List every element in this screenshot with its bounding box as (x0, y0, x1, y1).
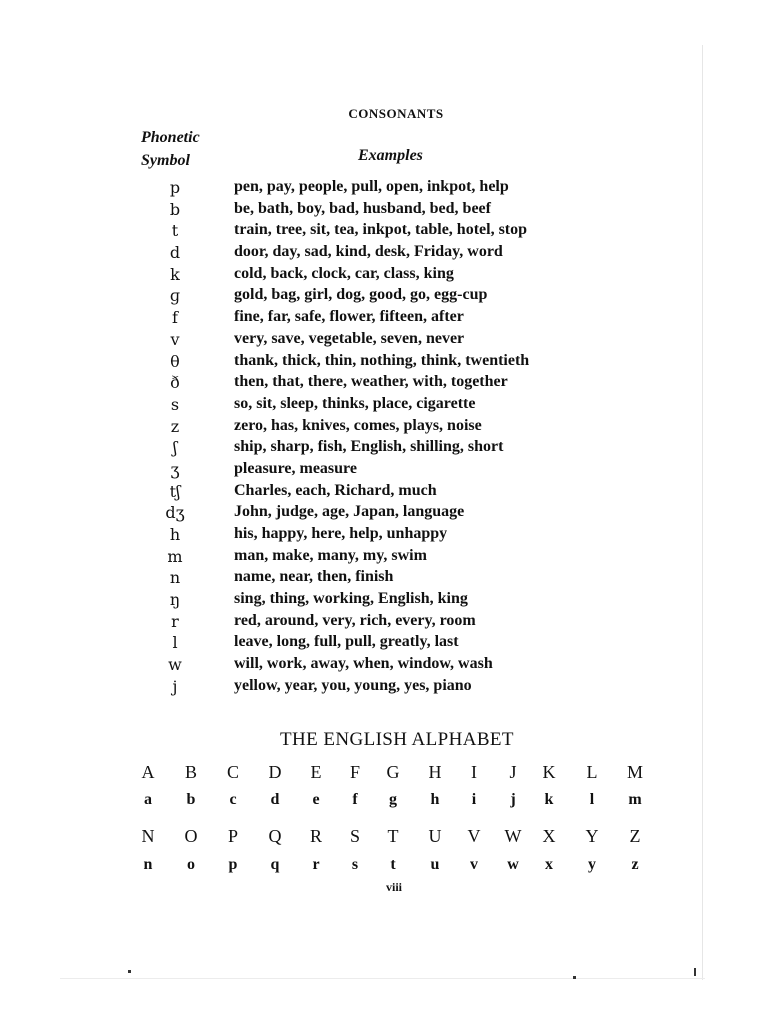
alphabet-letter: W (504, 826, 522, 846)
consonant-row (0, 677, 768, 699)
phonetic-symbol: f (172, 308, 178, 328)
example-words: name, near, then, finish (234, 568, 394, 586)
consonant-row (0, 438, 768, 460)
alphabet-letter: B (184, 762, 197, 782)
phonetic-symbol: p (169, 178, 181, 197)
example-words: John, judge, age, Japan, language (234, 503, 465, 521)
consonant-row (0, 633, 768, 655)
phonetic-symbol: j (172, 676, 178, 696)
alphabet-letter: z (631, 856, 639, 873)
phonetic-symbol: v (170, 329, 180, 349)
scan-speck (694, 968, 696, 976)
example-words: so, sit, sleep, thinks, place, cigarette (234, 394, 476, 412)
alphabet-lowercase-row-2 (0, 856, 768, 880)
consonant-row (0, 200, 768, 222)
alphabet-letter: y (588, 856, 596, 873)
alphabet-letter: e (312, 791, 320, 808)
alphabet-letter: q (270, 856, 280, 873)
alphabet-lowercase-row-1 (0, 791, 768, 815)
alphabet-letter: d (270, 791, 280, 808)
alphabet-letter: w (507, 856, 519, 873)
example-words: gold, bag, girl, dog, good, go, egg-cup (234, 286, 488, 304)
page-number: viii (385, 880, 402, 894)
consonant-row (0, 308, 768, 330)
example-words: man, make, many, my, swim (234, 546, 427, 564)
example-words: fine, far, safe, flower, fifteen, after (234, 308, 464, 326)
example-words: ship, sharp, fish, English, shilling, short (234, 438, 504, 456)
phonetic-symbol: n (169, 568, 181, 588)
alphabet-letter: u (430, 856, 440, 873)
phonetic-symbol: ʃ (172, 438, 178, 458)
alphabet-letter: H (428, 762, 442, 782)
alphabet-letter: c (229, 791, 237, 808)
example-words: zero, has, knives, comes, plays, noise (234, 416, 482, 434)
alphabet-letter: J (509, 762, 517, 782)
consonant-row (0, 395, 768, 417)
example-words: door, day, sad, kind, desk, Friday, word (234, 243, 503, 261)
symbol-column-header (141, 126, 200, 172)
alphabet-letter: Y (585, 826, 599, 846)
phonetic-symbol: k (170, 264, 180, 284)
alphabet-letter: f (352, 791, 358, 808)
scan-speck (573, 976, 576, 979)
alphabet-letter: T (387, 826, 399, 846)
symbol-header-line-1: Phonetic (141, 129, 200, 146)
alphabet-letter: M (626, 762, 643, 782)
consonant-row (0, 590, 768, 612)
consonant-row (0, 612, 768, 634)
phonetic-symbol: h (169, 525, 181, 544)
consonant-row (0, 221, 768, 243)
consonant-row (0, 265, 768, 287)
phonetic-symbol: r (171, 611, 179, 631)
phonetic-symbol: z (170, 416, 180, 436)
consonant-row (0, 547, 768, 569)
alphabet-letter: k (544, 791, 554, 808)
consonant-row (0, 525, 768, 547)
symbol-header-line-2: Symbol (141, 152, 190, 169)
consonants-heading: CONSONANTS (348, 106, 444, 121)
alphabet-title: THE ENGLISH ALPHABET (280, 729, 514, 750)
alphabet-letter: N (141, 826, 155, 846)
phonetic-symbol: dʒ (165, 503, 185, 523)
alphabet-letter: v (470, 856, 478, 873)
phonetic-symbol: ʒ (170, 459, 180, 479)
page-edge-bottom (60, 978, 705, 979)
alphabet-letter: s (351, 856, 359, 873)
example-words: thank, thick, thin, nothing, think, twentieth (234, 351, 530, 369)
alphabet-letter: Z (629, 826, 641, 846)
consonant-table (0, 178, 768, 699)
example-words: pleasure, measure (234, 459, 357, 477)
phonetic-symbol: θ (170, 351, 180, 371)
example-words: red, around, very, rich, every, room (234, 611, 476, 629)
consonant-row (0, 655, 768, 677)
example-words: Charles, each, Richard, much (234, 481, 437, 499)
alphabet-letter: p (228, 856, 238, 873)
alphabet-letter: D (268, 762, 282, 782)
examples-column-header: Examples (358, 147, 423, 164)
phonetic-symbol: b (169, 199, 181, 219)
alphabet-letter: g (389, 791, 397, 808)
phonetic-symbol: ŋ (169, 590, 181, 610)
phonetic-symbol: w (168, 655, 182, 675)
consonant-row (0, 178, 768, 200)
example-words: be, bath, boy, bad, husband, bed, beef (234, 199, 491, 217)
consonant-row (0, 243, 768, 265)
consonant-row (0, 568, 768, 590)
alphabet-letter: b (186, 791, 196, 808)
alphabet-letter: S (349, 826, 360, 846)
consonant-row (0, 417, 768, 439)
consonant-row (0, 460, 768, 482)
alphabet-letter: O (184, 826, 198, 846)
alphabet-letter: t (390, 856, 396, 873)
alphabet-letter: l (589, 791, 595, 808)
phonetic-symbol: m (167, 546, 183, 566)
alphabet-letter: x (545, 856, 553, 873)
alphabet-uppercase-row-2 (0, 826, 768, 850)
consonant-row (0, 482, 768, 504)
alphabet-letter: Q (268, 826, 282, 846)
example-words: yellow, year, you, young, yes, piano (234, 676, 472, 694)
alphabet-letter: A (141, 762, 155, 782)
alphabet-letter: m (628, 791, 642, 808)
alphabet-letter: P (227, 826, 238, 846)
example-words: cold, back, clock, car, class, king (234, 264, 454, 282)
consonant-row (0, 503, 768, 525)
phonetic-symbol: tʃ (169, 481, 181, 501)
alphabet-letter: j (510, 791, 516, 808)
alphabet-letter: E (310, 762, 322, 782)
example-words: leave, long, full, pull, greatly, last (234, 633, 459, 651)
phonetic-symbol: l (172, 633, 178, 653)
example-words: will, work, away, when, window, wash (234, 655, 493, 673)
alphabet-letter: I (471, 762, 477, 782)
alphabet-letter: a (144, 791, 152, 808)
alphabet-letter: R (309, 826, 322, 846)
example-words: pen, pay, people, pull, open, inkpot, help (234, 178, 509, 195)
alphabet-letter: n (143, 856, 153, 873)
consonant-row (0, 286, 768, 308)
alphabet-letter: C (226, 762, 239, 782)
phonetic-symbol: ɡ (169, 286, 181, 306)
alphabet-letter: F (349, 762, 360, 782)
phonetic-symbol: s (170, 394, 180, 414)
alphabet-letter: o (187, 856, 195, 873)
example-words: very, save, vegetable, seven, never (234, 329, 465, 347)
alphabet-letter: G (386, 762, 400, 782)
alphabet-letter: r (312, 856, 320, 873)
alphabet-letter: i (471, 791, 477, 808)
phonetic-symbol: t (171, 221, 179, 241)
phonetic-symbol: d (169, 243, 181, 263)
alphabet-uppercase-row-1 (0, 762, 768, 786)
alphabet-letter: V (467, 826, 481, 846)
consonant-row (0, 330, 768, 352)
scan-speck (128, 970, 131, 973)
phonetic-symbol: ð (170, 373, 180, 393)
alphabet-letter: K (542, 762, 556, 782)
alphabet-letter: U (428, 826, 442, 846)
example-words: his, happy, here, help, unhappy (234, 525, 448, 542)
alphabet-letter: h (430, 791, 440, 808)
example-words: sing, thing, working, English, king (234, 590, 468, 608)
consonant-row (0, 373, 768, 395)
example-words: then, that, there, weather, with, together (234, 373, 508, 391)
alphabet-letter: X (542, 826, 556, 846)
alphabet-letter: L (586, 762, 598, 782)
consonant-row (0, 352, 768, 374)
example-words: train, tree, sit, tea, inkpot, table, hotel, stop (234, 221, 528, 239)
